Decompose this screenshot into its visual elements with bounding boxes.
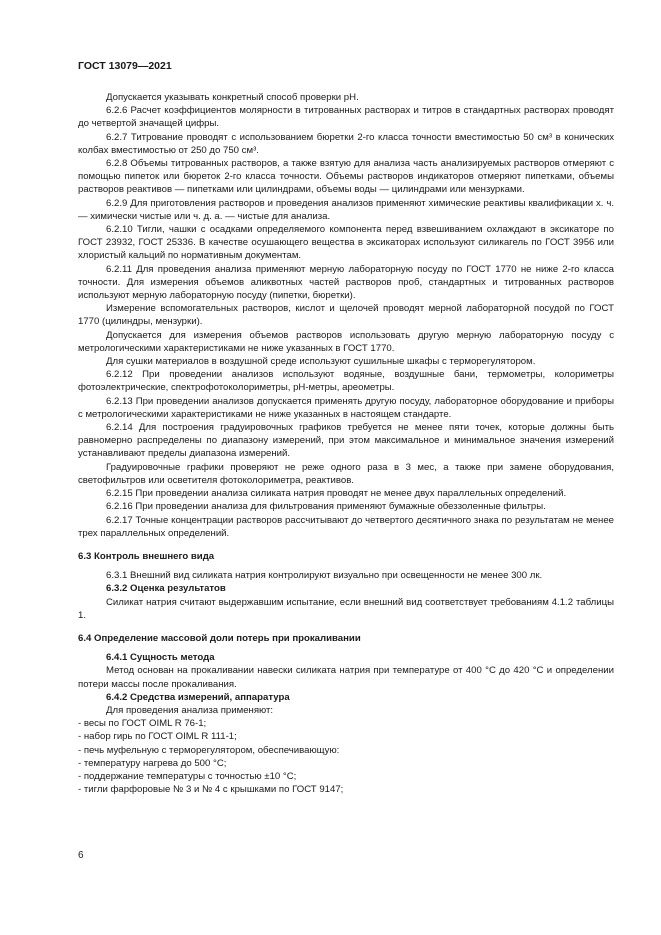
list-item: - набор гирь по ГОСТ OIML R 111-1; xyxy=(78,731,237,743)
paragraph: Допускается для измерения объемов растворов использовать другую мерную лабораторную посуду с метрологическими характеристиками не ниже указанных в ГОСТ 1770. xyxy=(78,329,614,354)
section-heading-6-4: 6.4 Определение массовой доли потерь при прокаливании xyxy=(78,632,361,644)
paragraph: 6.2.13 При проведении анализов допускается применять другую посуду, лабораторное оборудование и приборы с метрологическими характеристиками не ниже указанных в настоящем стандарте. xyxy=(78,395,614,420)
subsection-heading-6-4-1: 6.4.1 Сущность метода xyxy=(106,652,215,664)
paragraph: 6.2.15 При проведении анализа силиката натрия проводят не менее двух параллельных определений. xyxy=(106,488,567,500)
paragraph: Силикат натрия считают выдержавшим испытание, если внешний вид соответствует требованиям 4.1.2 таблицы 1. xyxy=(78,596,614,621)
paragraph: 6.2.12 При проведении анализов используют водяные, воздушные бани, термометры, колориметры фотоэлектрические, спектрофотоколориметры, pH-метры, ареометры. xyxy=(78,369,614,394)
paragraph: 6.3.1 Внешний вид силиката натрия контролируют визуально при освещенности не менее 300 лк. xyxy=(106,570,543,582)
paragraph: 6.2.10 Тигли, чашки с осадками определяемого компонента перед взвешиванием охлаждают в эксикаторе по ГОСТ 23932, ГОСТ 25336. В качестве осушающего вещества в эксикаторах используют силикагель по ГОСТ 3956 или хлористый кальций по нормативным документам. xyxy=(78,224,614,262)
paragraph: Для проведения анализа применяют: xyxy=(106,704,274,716)
list-item: - тигли фарфоровые № 3 и № 4 с крышками по ГОСТ 9147; xyxy=(78,784,344,796)
list-item: - весы по ГОСТ OIML R 76-1; xyxy=(78,718,207,730)
subsection-heading-6-3-2: 6.3.2 Оценка результатов xyxy=(106,583,226,595)
paragraph: Для сушки материалов в воздушной среде используют сушильные шкафы с терморегулятором. xyxy=(106,356,536,368)
page-body xyxy=(78,91,614,796)
paragraph: 6.2.14 Для построения градуировочных графиков требуется не менее пяти точек, которые должны быть равномерно распределены по диапазону измерений, при этом максимальное и минимальное значения измерений устанавливают пределы диапазона измерений. xyxy=(78,422,614,460)
paragraph: 6.2.9 Для приготовления растворов и проведения анализов применяют химические реактивы квалификации х. ч. — химически чистые или ч. д. а. — чистые для анализа. xyxy=(78,197,614,222)
list-item: - печь муфельную с терморегулятором, обеспечивающую: xyxy=(78,744,340,756)
document-header: ГОСТ 13079—2021 xyxy=(78,60,172,72)
page-number: 6 xyxy=(78,850,84,861)
list-item: - температуру нагрева до 500 °С; xyxy=(78,757,227,769)
paragraph: Измерение вспомогательных растворов, кислот и щелочей проводят мерной лабораторной посудой по ГОСТ 1770 (цилиндры, мензурки). xyxy=(78,303,614,328)
paragraph: 6.2.6 Расчет коэффициентов молярности в титрованных растворах и титров в стандартных растворах проводят до четвертой значащей цифры. xyxy=(78,105,614,130)
paragraph: 6.2.7 Титрование проводят с использованием бюретки 2-го класса точности вместимостью 50 см³ в конических колбах вместимостью от 250 до 750 см³. xyxy=(78,131,614,156)
paragraph: Градуировочные графики проверяют не реже одного раза в 3 мес, а также при замене оборудования, светофильтров или осветителя фотоколориметра, реактивов. xyxy=(78,461,614,486)
section-heading-6-3: 6.3 Контроль внешнего вида xyxy=(78,550,215,562)
paragraph: Метод основан на прокаливании навески силиката натрия при температуре от 400 °С до 420 °С и определении потери массы после прокаливания. xyxy=(78,665,614,690)
paragraph: 6.2.16 При проведении анализа для фильтрования применяют бумажные обеззоленные фильтры. xyxy=(106,501,546,513)
paragraph: 6.2.11 Для проведения анализа применяют мерную лабораторную посуду по ГОСТ 1770 не ниже 2-го класса точности. Для измерения объемов аликвотных частей растворов проб, стандартных и титрованных растворов используют мерную лабораторную посуду (пипетки, бюретки). xyxy=(78,263,614,302)
paragraph: Допускается указывать конкретный способ проверки pH. xyxy=(106,92,359,103)
list-item: - поддержание температуры с точностью ±10 °С; xyxy=(78,770,297,782)
paragraph: 6.2.17 Точные концентрации растворов рассчитывают до четвертого десятичного знака по результатам не менее трех параллельных определений. xyxy=(78,514,614,539)
subsection-heading-6-4-2: 6.4.2 Средства измерений, аппаратура xyxy=(106,691,290,703)
paragraph: 6.2.8 Объемы титрованных растворов, а также взятую для анализа часть анализируемых растворов отмеряют с помощью пипеток или бюреток 2-го класса точности. Объемы растворов индикаторов отмеряют пипетками, объемы растворов реактивов — пипетками или цилиндрами, объемы воды — цилиндрами или мензурками. xyxy=(78,158,614,196)
